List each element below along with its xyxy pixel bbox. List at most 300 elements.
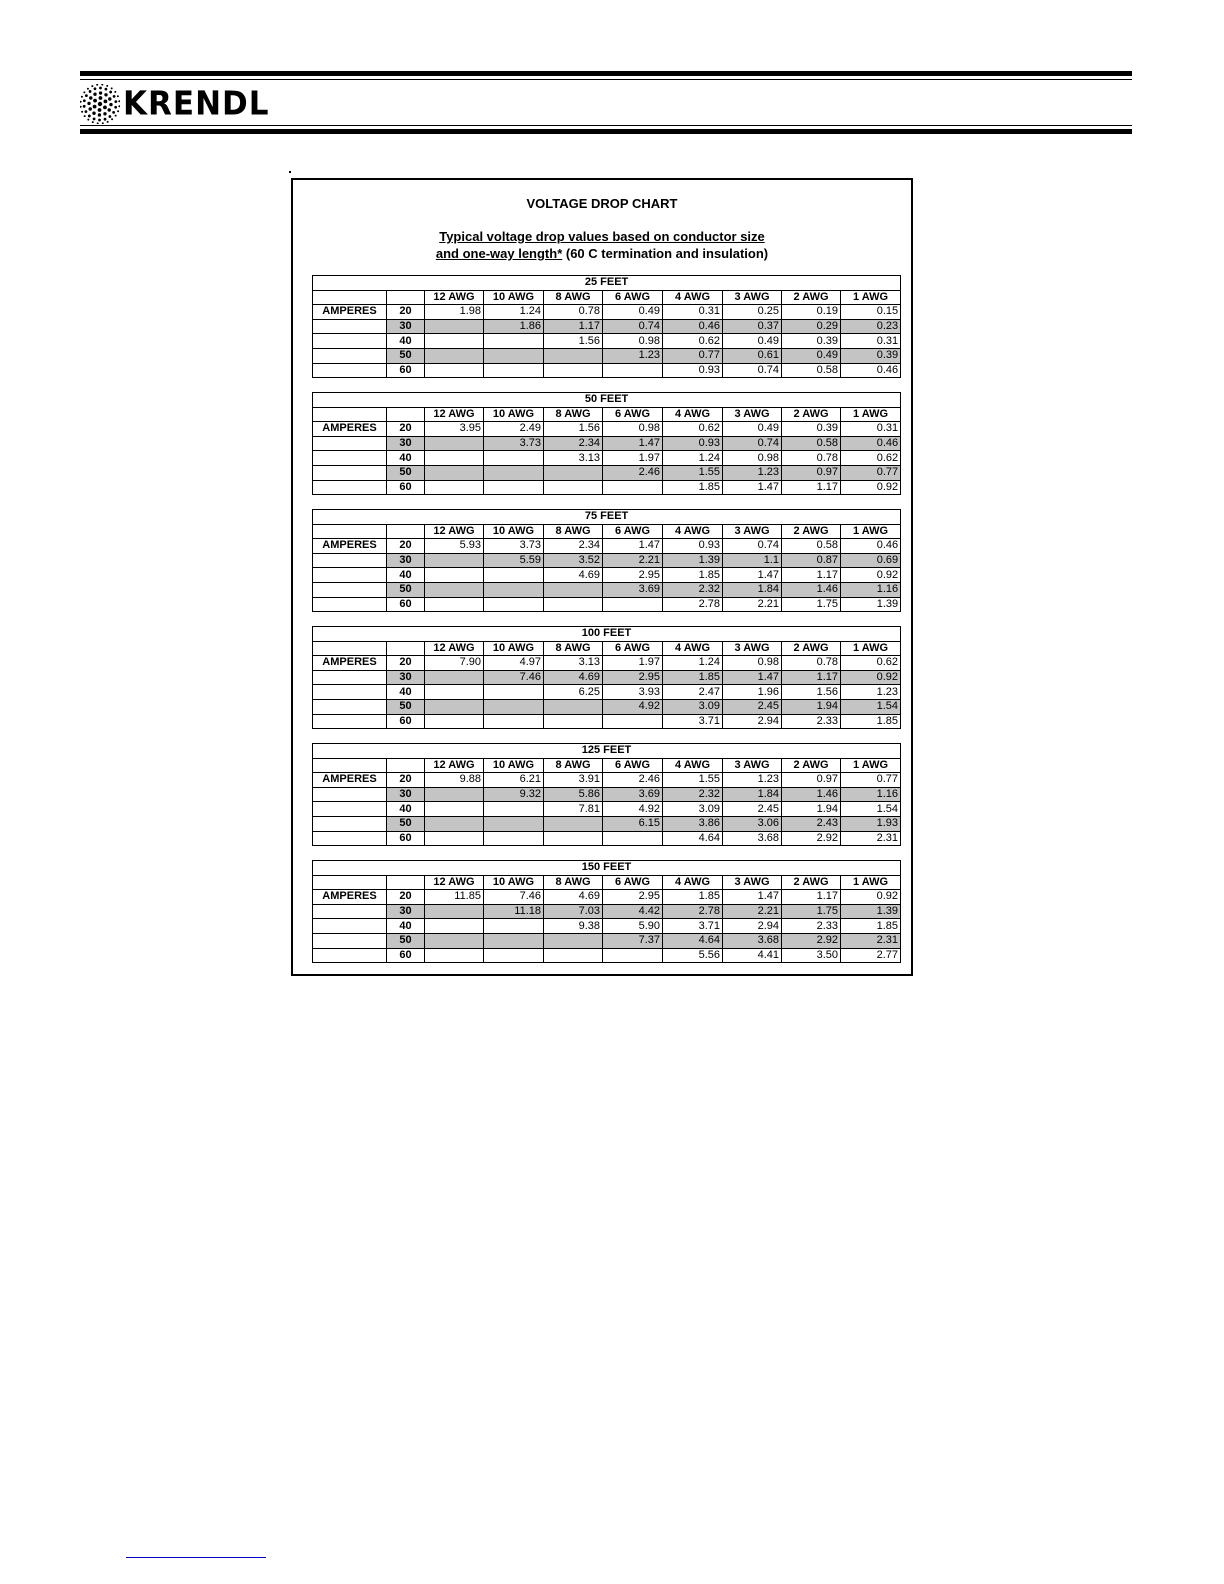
awg-header: 1 AWG (841, 641, 901, 656)
value-cell (544, 816, 603, 831)
value-cell: 3.93 (603, 685, 663, 700)
subtitle-line2-underlined: and one-way length* (435, 246, 563, 261)
value-cell: 0.98 (603, 334, 663, 349)
value-cell: 2.45 (723, 699, 782, 714)
awg-header: 1 AWG (841, 290, 901, 305)
row-label (313, 699, 387, 714)
table-row (313, 714, 901, 729)
value-cell: 0.77 (841, 773, 901, 788)
row-label (313, 597, 387, 612)
value-cell: 1.39 (841, 904, 901, 919)
row-label (313, 670, 387, 685)
value-cell: 0.92 (841, 670, 901, 685)
value-cell: 4.64 (663, 933, 723, 948)
awg-header: 3 AWG (723, 524, 782, 539)
value-cell: 3.73 (484, 436, 544, 451)
amps-cell: 50 (387, 582, 425, 597)
section-table (312, 509, 901, 612)
table-row (313, 363, 901, 378)
row-label (313, 904, 387, 919)
value-cell: 0.74 (723, 436, 782, 451)
value-cell: 1.56 (544, 334, 603, 349)
value-cell: 2.92 (782, 831, 841, 846)
value-cell: 0.61 (723, 348, 782, 363)
amps-cell: 30 (387, 670, 425, 685)
value-cell: 0.29 (782, 319, 841, 334)
value-cell: 3.71 (663, 919, 723, 934)
value-cell: 1.39 (663, 553, 723, 568)
value-cell: 1.75 (782, 597, 841, 612)
value-cell (484, 451, 544, 466)
value-cell (603, 948, 663, 963)
awg-header: 3 AWG (723, 758, 782, 773)
awg-header: 3 AWG (723, 875, 782, 890)
value-cell (425, 348, 484, 363)
awg-header: 6 AWG (603, 875, 663, 890)
value-cell: 0.77 (841, 465, 901, 480)
value-cell: 0.93 (663, 539, 723, 554)
value-cell: 2.46 (603, 773, 663, 788)
value-cell: 0.31 (841, 334, 901, 349)
value-cell: 9.38 (544, 919, 603, 934)
value-cell: 1.85 (663, 670, 723, 685)
value-cell (484, 685, 544, 700)
value-cell: 1.47 (723, 568, 782, 583)
value-cell: 1.97 (603, 451, 663, 466)
value-cell (484, 948, 544, 963)
value-cell: 7.81 (544, 802, 603, 817)
table-row (313, 334, 901, 349)
value-cell (425, 787, 484, 802)
amps-cell: 50 (387, 465, 425, 480)
value-cell: 4.97 (484, 656, 544, 671)
value-cell: 0.46 (841, 436, 901, 451)
value-cell (544, 699, 603, 714)
value-cell: 2.31 (841, 933, 901, 948)
awg-header: 10 AWG (484, 407, 544, 422)
table-row (313, 831, 901, 846)
section-table (312, 626, 901, 729)
value-cell: 7.46 (484, 890, 544, 905)
section-title: 125 FEET (313, 744, 901, 759)
dot-globe-icon (80, 84, 120, 124)
value-cell (484, 597, 544, 612)
awg-header: 12 AWG (425, 524, 484, 539)
awg-header: 8 AWG (544, 407, 603, 422)
value-cell: 2.94 (723, 714, 782, 729)
value-cell (425, 699, 484, 714)
value-cell: 2.34 (544, 539, 603, 554)
empty-header-cell (313, 758, 387, 773)
value-cell: 0.92 (841, 890, 901, 905)
value-cell: 4.92 (603, 802, 663, 817)
value-cell: 5.56 (663, 948, 723, 963)
row-label: AMPERES (313, 305, 387, 320)
value-cell (425, 451, 484, 466)
value-cell: 9.32 (484, 787, 544, 802)
row-label (313, 319, 387, 334)
awg-header: 1 AWG (841, 875, 901, 890)
value-cell: 3.09 (663, 802, 723, 817)
value-cell (603, 597, 663, 612)
amps-cell: 40 (387, 685, 425, 700)
section-title-row (313, 276, 901, 291)
value-cell: 0.58 (782, 436, 841, 451)
awg-header: 2 AWG (782, 407, 841, 422)
value-cell (603, 831, 663, 846)
awg-header: 4 AWG (663, 758, 723, 773)
value-cell (484, 582, 544, 597)
chart-title: VOLTAGE DROP CHART (526, 196, 678, 211)
awg-header: 4 AWG (663, 641, 723, 656)
section-title: 100 FEET (313, 627, 901, 642)
value-cell: 5.90 (603, 919, 663, 934)
amps-cell: 30 (387, 319, 425, 334)
value-cell: 3.73 (484, 539, 544, 554)
value-cell: 2.32 (663, 582, 723, 597)
awg-header: 2 AWG (782, 290, 841, 305)
corner-mark (289, 171, 291, 173)
awg-header: 6 AWG (603, 407, 663, 422)
value-cell (425, 582, 484, 597)
value-cell: 2.95 (603, 670, 663, 685)
section-table (312, 392, 901, 495)
value-cell: 2.43 (782, 816, 841, 831)
value-cell: 0.49 (782, 348, 841, 363)
value-cell (484, 480, 544, 495)
value-cell: 1.16 (841, 787, 901, 802)
value-cell (484, 334, 544, 349)
table-row (313, 305, 901, 320)
value-cell: 0.37 (723, 319, 782, 334)
value-cell (425, 670, 484, 685)
section-table (312, 743, 901, 846)
chart-subtitle-line1 (293, 229, 911, 244)
value-cell: 1.54 (841, 802, 901, 817)
table-row (313, 948, 901, 963)
value-cell (425, 948, 484, 963)
value-cell: 3.13 (544, 656, 603, 671)
value-cell: 1.24 (663, 451, 723, 466)
value-cell: 1.47 (723, 890, 782, 905)
amps-cell: 60 (387, 831, 425, 846)
awg-header: 12 AWG (425, 407, 484, 422)
section-title-row (313, 393, 901, 408)
brand-name: KRENDL (123, 84, 270, 123)
value-cell: 1.56 (544, 422, 603, 437)
value-cell (425, 919, 484, 934)
value-cell: 3.69 (603, 787, 663, 802)
value-cell (425, 465, 484, 480)
section-title-row (313, 861, 901, 876)
value-cell (544, 933, 603, 948)
value-cell: 0.62 (841, 656, 901, 671)
value-cell: 0.98 (603, 422, 663, 437)
value-cell: 1.75 (782, 904, 841, 919)
empty-header-cell (387, 758, 425, 773)
value-cell: 0.78 (782, 656, 841, 671)
table-row (313, 451, 901, 466)
value-cell: 0.58 (782, 363, 841, 378)
amps-cell: 20 (387, 539, 425, 554)
table-row (313, 348, 901, 363)
value-cell: 3.91 (544, 773, 603, 788)
value-cell: 4.69 (544, 670, 603, 685)
amps-cell: 50 (387, 816, 425, 831)
awg-header: 12 AWG (425, 758, 484, 773)
empty-header-cell (313, 875, 387, 890)
value-cell: 0.46 (841, 363, 901, 378)
value-cell (425, 597, 484, 612)
row-label (313, 348, 387, 363)
value-cell (603, 714, 663, 729)
header-rule-bottom-thick (80, 129, 1132, 134)
value-cell: 0.93 (663, 436, 723, 451)
section-title-row (313, 510, 901, 525)
value-cell: 0.31 (841, 422, 901, 437)
voltage-drop-chart (291, 178, 913, 976)
table-row (313, 933, 901, 948)
value-cell (484, 699, 544, 714)
value-cell: 0.78 (544, 305, 603, 320)
awg-header-row (313, 641, 901, 656)
value-cell: 1.24 (484, 305, 544, 320)
row-label (313, 334, 387, 349)
value-cell: 1.86 (484, 319, 544, 334)
awg-header: 3 AWG (723, 407, 782, 422)
value-cell (544, 363, 603, 378)
value-cell: 7.03 (544, 904, 603, 919)
row-label (313, 451, 387, 466)
value-cell: 1.16 (841, 582, 901, 597)
row-label (313, 714, 387, 729)
amps-cell: 50 (387, 348, 425, 363)
value-cell (544, 831, 603, 846)
value-cell: 3.06 (723, 816, 782, 831)
value-cell: 5.86 (544, 787, 603, 802)
value-cell: 0.74 (603, 319, 663, 334)
awg-header: 6 AWG (603, 290, 663, 305)
row-label (313, 480, 387, 495)
value-cell: 2.95 (603, 568, 663, 583)
value-cell (484, 919, 544, 934)
table-row (313, 319, 901, 334)
empty-header-cell (387, 290, 425, 305)
value-cell: 0.58 (782, 539, 841, 554)
value-cell (603, 480, 663, 495)
awg-header-row (313, 524, 901, 539)
awg-header: 8 AWG (544, 641, 603, 656)
value-cell: 5.59 (484, 553, 544, 568)
amps-cell: 40 (387, 919, 425, 934)
awg-header-row (313, 407, 901, 422)
awg-header: 6 AWG (603, 524, 663, 539)
amps-cell: 50 (387, 933, 425, 948)
value-cell (484, 714, 544, 729)
value-cell (425, 568, 484, 583)
value-cell: 1.94 (782, 699, 841, 714)
empty-header-cell (313, 524, 387, 539)
amps-cell: 20 (387, 305, 425, 320)
value-cell: 3.86 (663, 816, 723, 831)
value-cell (484, 831, 544, 846)
value-cell (544, 348, 603, 363)
value-cell: 2.92 (782, 933, 841, 948)
section-title: 25 FEET (313, 276, 901, 291)
value-cell (425, 363, 484, 378)
value-cell: 7.46 (484, 670, 544, 685)
value-cell: 0.46 (663, 319, 723, 334)
row-label (313, 436, 387, 451)
value-cell (544, 948, 603, 963)
awg-header: 8 AWG (544, 875, 603, 890)
value-cell: 1.96 (723, 685, 782, 700)
amps-cell: 30 (387, 436, 425, 451)
table-row (313, 919, 901, 934)
value-cell: 0.98 (723, 656, 782, 671)
value-cell: 0.62 (663, 422, 723, 437)
value-cell: 2.49 (484, 422, 544, 437)
value-cell: 2.78 (663, 904, 723, 919)
value-cell: 7.90 (425, 656, 484, 671)
value-cell: 2.34 (544, 436, 603, 451)
value-cell (544, 714, 603, 729)
value-cell: 7.37 (603, 933, 663, 948)
empty-header-cell (313, 641, 387, 656)
section-title-row (313, 744, 901, 759)
value-cell: 1.23 (723, 773, 782, 788)
row-label (313, 948, 387, 963)
row-label: AMPERES (313, 890, 387, 905)
value-cell: 6.15 (603, 816, 663, 831)
value-cell: 1.85 (663, 480, 723, 495)
value-cell: 0.74 (723, 539, 782, 554)
table-row (313, 480, 901, 495)
value-cell: 1.47 (723, 670, 782, 685)
value-cell: 0.39 (841, 348, 901, 363)
value-cell: 0.39 (782, 422, 841, 437)
value-cell: 2.94 (723, 919, 782, 934)
awg-header: 4 AWG (663, 407, 723, 422)
value-cell: 3.50 (782, 948, 841, 963)
value-cell: 2.32 (663, 787, 723, 802)
value-cell: 1.47 (723, 480, 782, 495)
value-cell: 1.23 (841, 685, 901, 700)
table-row (313, 568, 901, 583)
value-cell: 11.18 (484, 904, 544, 919)
value-cell: 11.85 (425, 890, 484, 905)
value-cell: 0.77 (663, 348, 723, 363)
value-cell: 1.84 (723, 787, 782, 802)
value-cell (484, 816, 544, 831)
value-cell (425, 319, 484, 334)
value-cell: 1.24 (663, 656, 723, 671)
value-cell (425, 480, 484, 495)
awg-header: 4 AWG (663, 290, 723, 305)
value-cell: 0.98 (723, 451, 782, 466)
value-cell: 1.54 (841, 699, 901, 714)
awg-header: 8 AWG (544, 524, 603, 539)
header-rule-bottom-thin (80, 125, 1132, 126)
amps-cell: 40 (387, 568, 425, 583)
value-cell: 1.23 (603, 348, 663, 363)
value-cell: 4.41 (723, 948, 782, 963)
value-cell: 0.62 (841, 451, 901, 466)
value-cell: 3.68 (723, 831, 782, 846)
awg-header: 10 AWG (484, 290, 544, 305)
awg-header: 10 AWG (484, 875, 544, 890)
value-cell: 1.47 (603, 539, 663, 554)
table-row (313, 597, 901, 612)
value-cell (425, 553, 484, 568)
row-label (313, 919, 387, 934)
awg-header-row (313, 758, 901, 773)
value-cell: 0.92 (841, 568, 901, 583)
row-label (313, 568, 387, 583)
table-row (313, 656, 901, 671)
table-row (313, 436, 901, 451)
table-row (313, 582, 901, 597)
value-cell: 0.92 (841, 480, 901, 495)
value-cell: 6.25 (544, 685, 603, 700)
value-cell: 4.69 (544, 568, 603, 583)
awg-header: 8 AWG (544, 758, 603, 773)
amps-cell: 20 (387, 422, 425, 437)
awg-header: 1 AWG (841, 407, 901, 422)
value-cell: 1.47 (603, 436, 663, 451)
section-table (312, 275, 901, 378)
amps-cell: 20 (387, 773, 425, 788)
awg-header: 2 AWG (782, 875, 841, 890)
value-cell: 2.77 (841, 948, 901, 963)
brand-logo (80, 86, 270, 122)
awg-header: 6 AWG (603, 758, 663, 773)
value-cell: 0.49 (723, 422, 782, 437)
value-cell: 2.21 (723, 597, 782, 612)
value-cell (484, 568, 544, 583)
amps-cell: 60 (387, 948, 425, 963)
value-cell: 6.21 (484, 773, 544, 788)
value-cell: 3.95 (425, 422, 484, 437)
value-cell: 0.97 (782, 773, 841, 788)
table-row (313, 553, 901, 568)
awg-header: 12 AWG (425, 641, 484, 656)
value-cell: 3.71 (663, 714, 723, 729)
value-cell: 1.17 (544, 319, 603, 334)
value-cell: 0.69 (841, 553, 901, 568)
value-cell: 0.31 (663, 305, 723, 320)
section-title: 50 FEET (313, 393, 901, 408)
section-title-row (313, 627, 901, 642)
empty-header-cell (387, 524, 425, 539)
awg-header: 3 AWG (723, 290, 782, 305)
value-cell (603, 363, 663, 378)
value-cell: 1.85 (841, 714, 901, 729)
value-cell: 0.39 (782, 334, 841, 349)
row-label (313, 831, 387, 846)
empty-header-cell (313, 290, 387, 305)
table-row (313, 890, 901, 905)
subtitle-line2-rest: (60 C termination and insulation) (562, 246, 769, 261)
value-cell (425, 816, 484, 831)
value-cell: 3.13 (544, 451, 603, 466)
row-label (313, 685, 387, 700)
value-cell: 2.33 (782, 919, 841, 934)
value-cell: 2.45 (723, 802, 782, 817)
row-label (313, 465, 387, 480)
value-cell: 0.97 (782, 465, 841, 480)
value-cell: 0.49 (603, 305, 663, 320)
